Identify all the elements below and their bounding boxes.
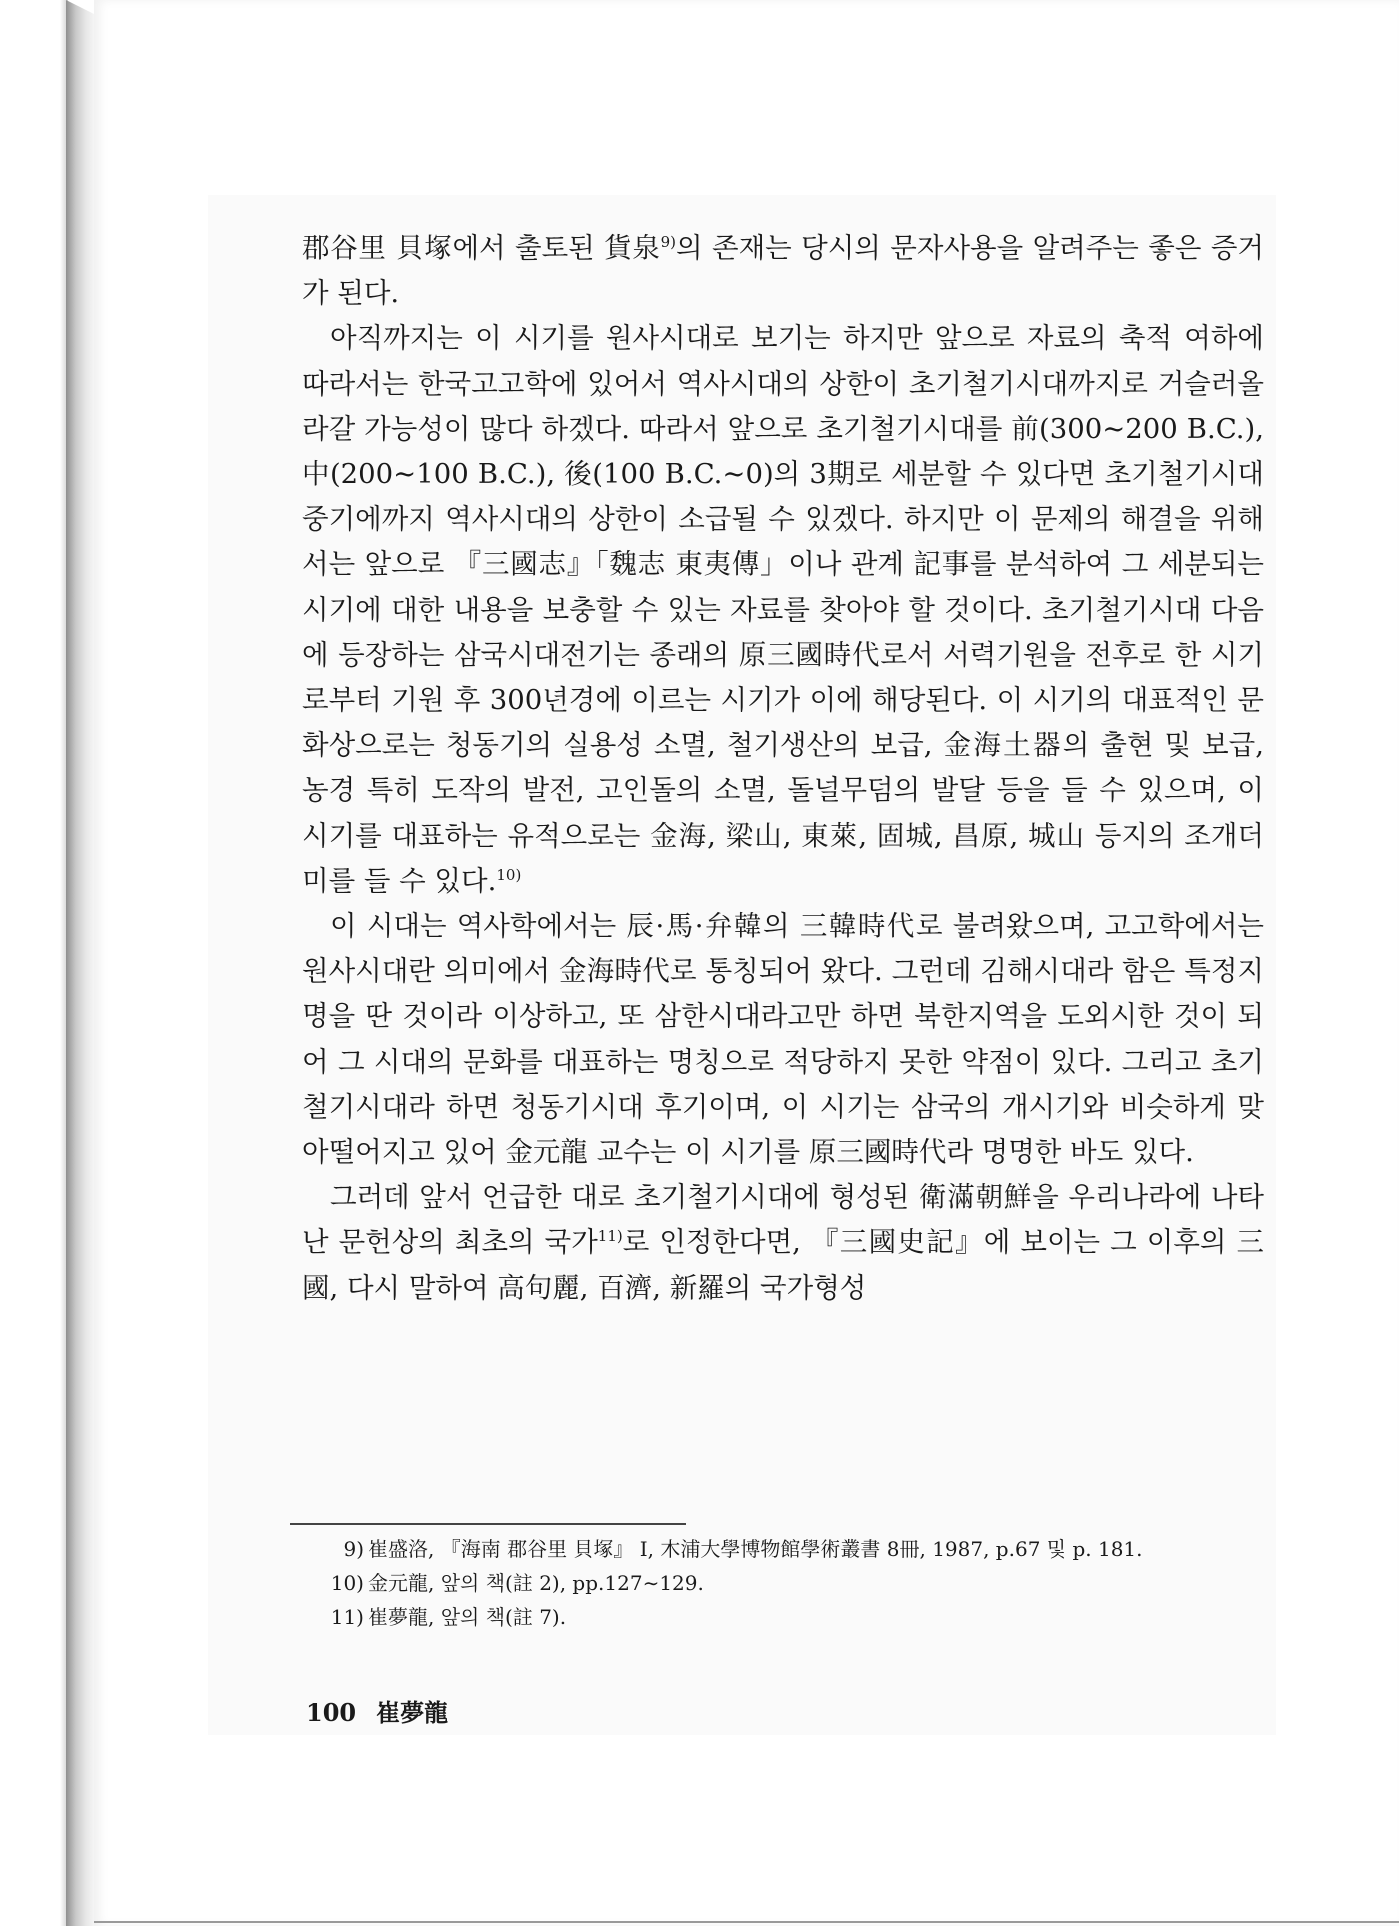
paragraph-3 [302, 904, 1264, 1175]
footnote-separator [290, 1523, 686, 1525]
paragraph-2 [302, 316, 1264, 904]
footnote-number: 9) [343, 1537, 364, 1561]
footnote-10 [330, 1566, 1264, 1600]
paragraph-1 [302, 226, 1264, 316]
footnote-text: 金元龍, 앞의 책(註 2), pp.127∼129. [368, 1571, 704, 1595]
paragraph-4 [302, 1175, 1264, 1311]
paragraph-4-text-b: 로 인정한다면, 『三國史記』에 보이는 그 이후의 三國, 다시 말하여 高句麗, 百濟, 新羅의 국가형성 [302, 1226, 1264, 1304]
running-author: 崔夢龍 [376, 1698, 449, 1727]
footnote-9 [334, 1532, 1264, 1566]
page-footer [306, 1697, 448, 1729]
book-spine-edge [66, 0, 94, 1926]
page-number: 100 [306, 1698, 357, 1727]
paragraph-1-text-b: 의 존재는 당시의 문자사용을 알려주는 좋은 증거가 된다. [302, 232, 1264, 310]
body-text [302, 226, 1264, 1311]
footnote-ref-10[interactable]: 10) [496, 865, 522, 884]
footnote-text: 崔盛洛, 『海南 郡谷里 貝塚』 I, 木浦大學博物館學術叢書 8冊, 1987, p.67 및 p. 181. [368, 1537, 1143, 1561]
footnote-ref-11[interactable]: 11) [597, 1227, 623, 1246]
page-bottom-edge [94, 1921, 1399, 1923]
footnote-number: 11) [330, 1605, 364, 1629]
footnote-number: 10) [330, 1571, 364, 1595]
footnote-11 [330, 1600, 1264, 1634]
footnote-text: 崔夢龍, 앞의 책(註 7). [368, 1605, 567, 1629]
footnote-ref-9[interactable]: 9) [660, 233, 677, 251]
paragraph-3-text: 이 시대는 역사학에서는 辰·馬·弁韓의 三韓時代로 불려왔으며, 고고학에서는 원사시대란 의미에서 金海時代로 통칭되어 왔다. 그런데 김해시대라 함은 특정지명을 딴 것이라 이상하고, 또 삼한시대라고만 하면 북한지역을 도외시한 것이 되어 그 시대의 문화를 대표하는 명칭으로 적당하지 못한 약점이 있다. 그리고 초기철기시대라 하면 청동기시대 후기이며, 이 시기는 삼국의 개시기와 비슷하게 맞아떨어지고 있어 金元龍 교수는 이 시기를 原三國時代라 명명한 바도 있다. [302, 910, 1264, 1169]
paragraph-1-text-a: 郡谷里 貝塚에서 출토된 貨泉 [302, 232, 661, 264]
paragraph-4-text-a: 그러데 앞서 언급한 대로 초기철기시대에 형성된 衛滿朝鮮을 우리나라에 나타난 문헌상의 최초의 국가 [302, 1181, 1264, 1259]
footnotes [330, 1532, 1264, 1634]
paragraph-2-text: 아직까지는 이 시기를 원사시대로 보기는 하지만 앞으로 자료의 축적 여하에 따라서는 한국고고학에 있어서 역사시대의 상한이 초기철기시대까지로 거슬러올라갈 가능성이 많다 하겠다. 따라서 앞으로 초기철기시대를 前(300∼200 B.C.), 中(200∼100 B.C.), 後(100 B.C.∼0)의 3期로 세분할 수 있다면 초기철기시대 중기에까지 역사시대의 상한이 소급될 수 있겠다. 하지만 이 문제의 해결을 위해서는 앞으로 『三國志』「魏志 東夷傳」이나 관계 記事를 분석하여 그 세분되는 시기에 대한 내용을 보충할 수 있는 자료를 찾아야 할 것이다. 초기철기시대 다음에 등장하는 삼국시대전기는 종래의 原三國時代로서 서력기원을 전후로 한 시기로부터 기원 후 300년경에 이르는 시기가 이에 해당된다. 이 시기의 대표적인 문화상으로는 청동기의 실용성 소멸, 철기생산의 보급, 金海土器의 출현 및 보급, 농경 특히 도작의 발전, 고인돌의 소멸, 돌널무덤의 발달 등을 들 수 있으며, 이 시기를 대표하는 유적으로는 金海, 梁山, 東萊, 固城, 昌原, 城山 등지의 조개더미를 들 수 있다. [302, 322, 1264, 897]
